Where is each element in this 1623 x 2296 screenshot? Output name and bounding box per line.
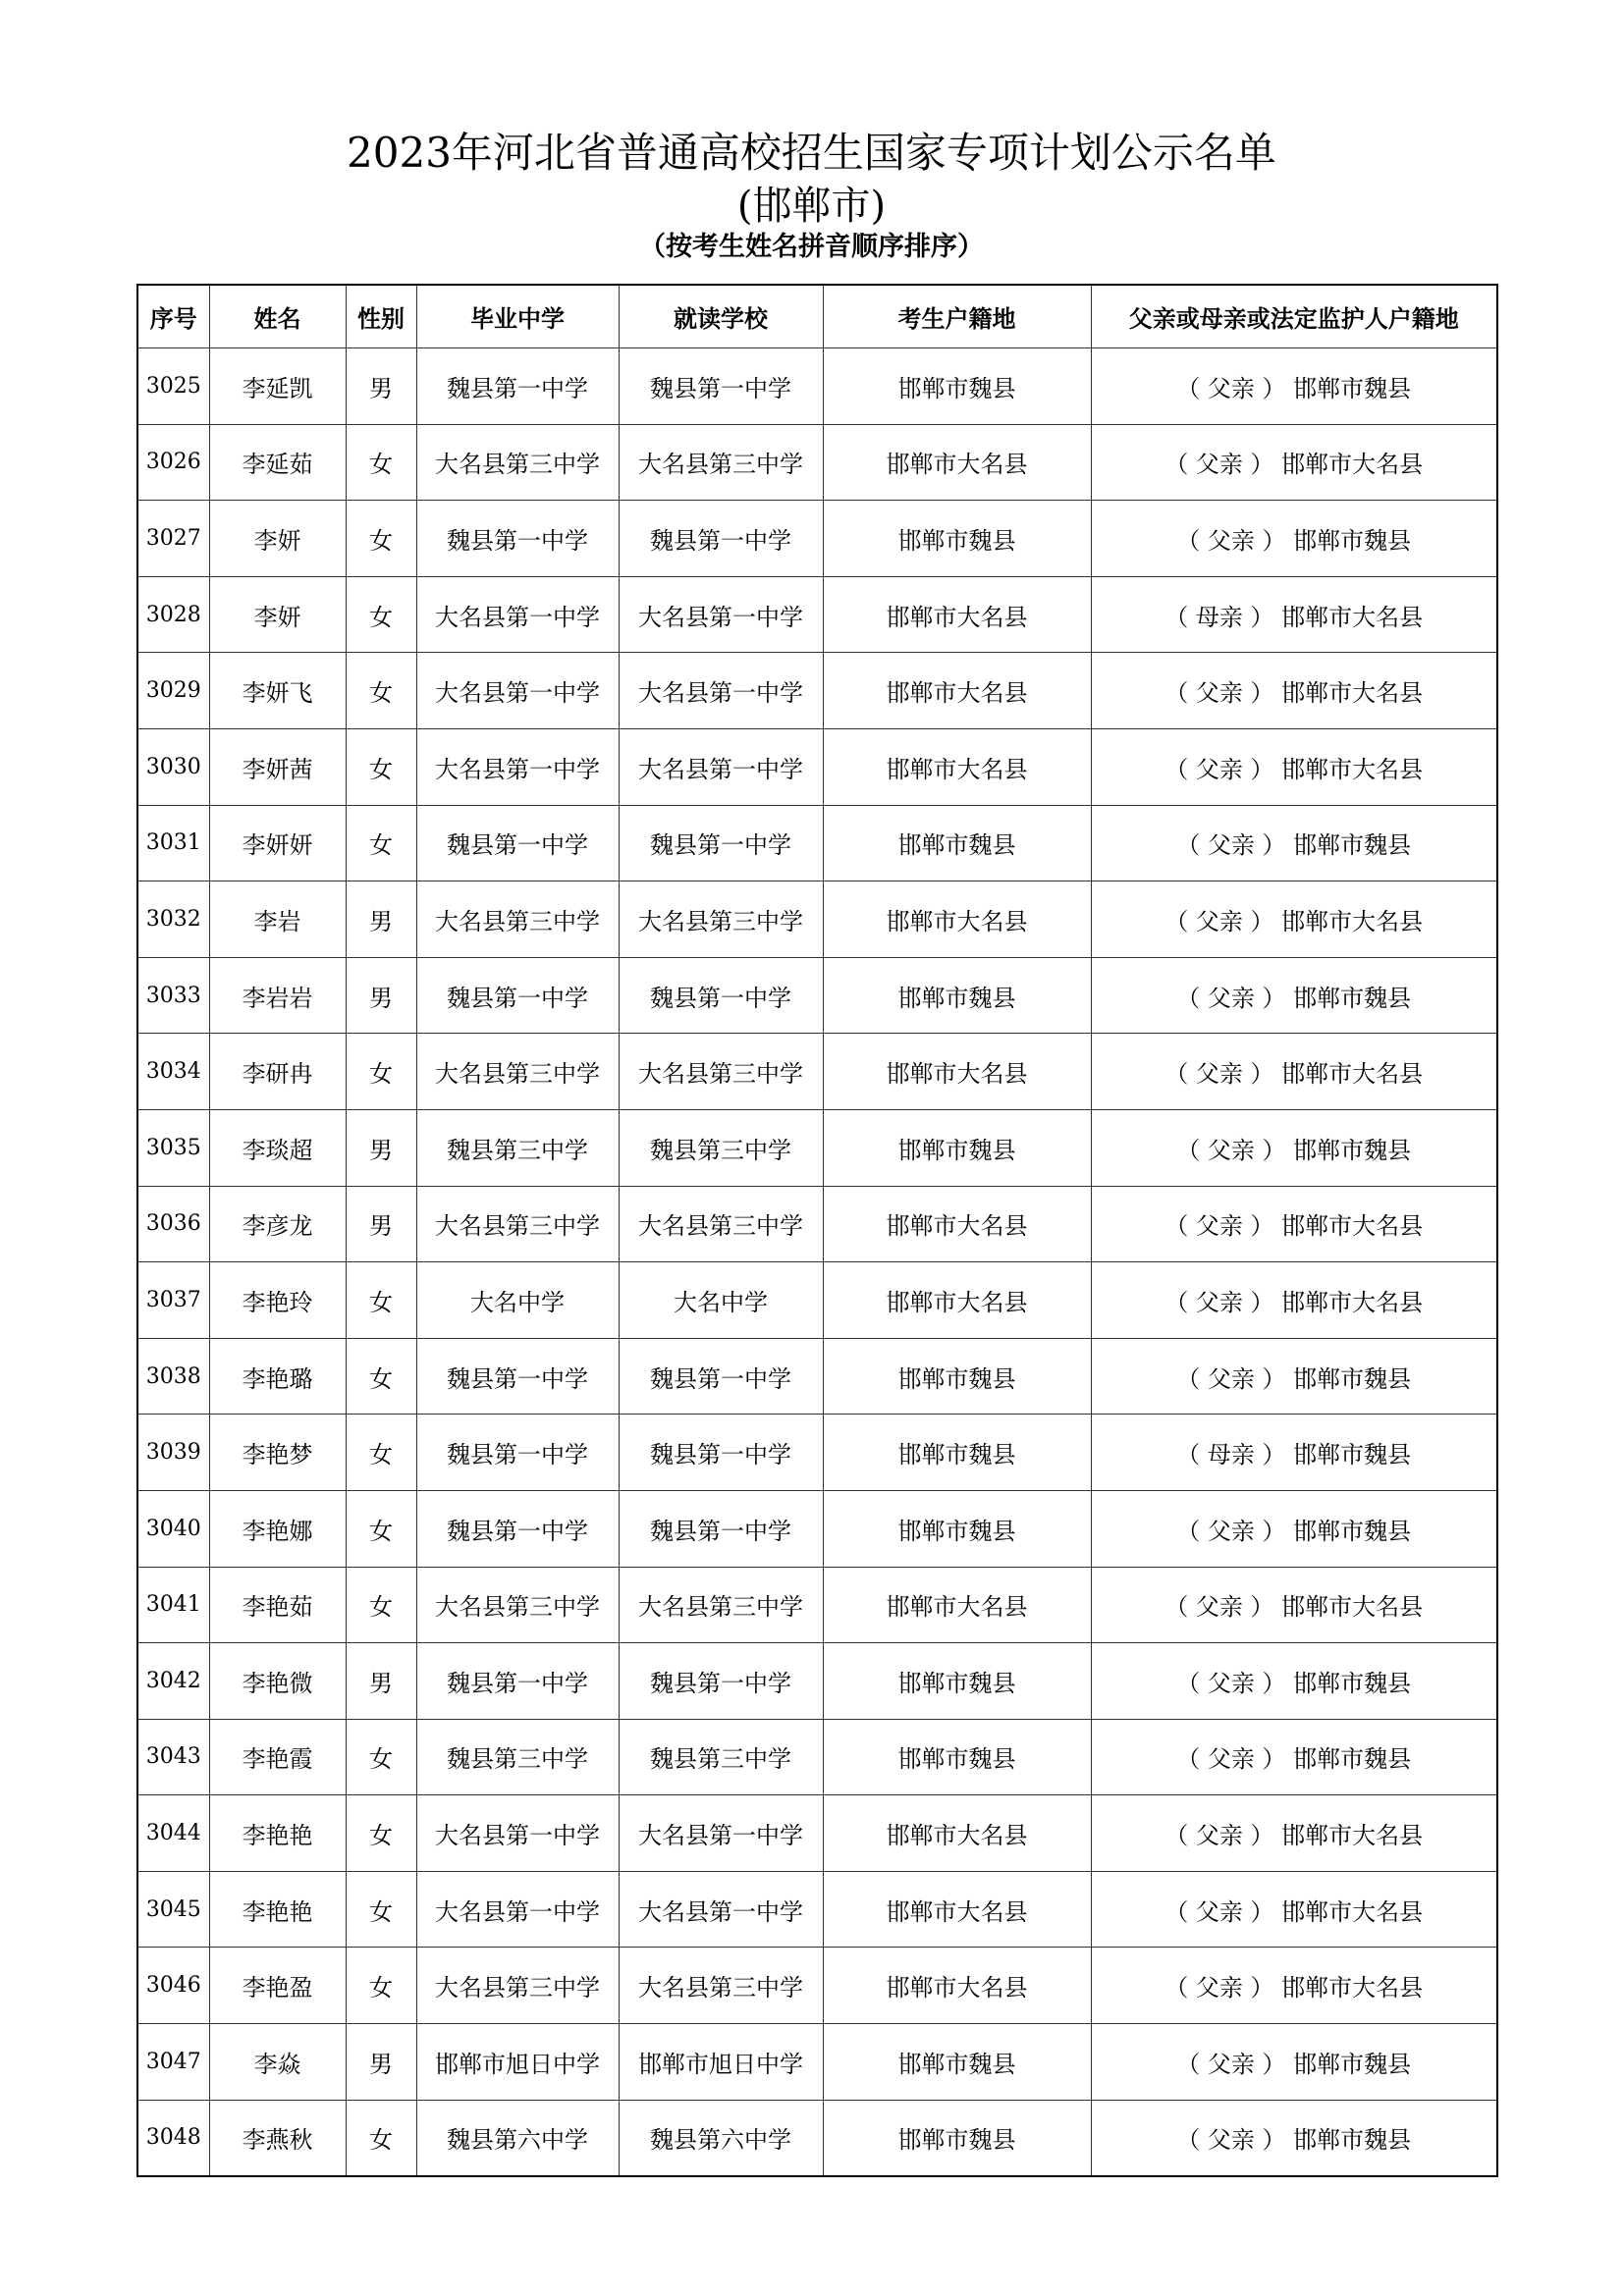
cell-school: 魏县第一中学	[619, 1338, 823, 1415]
cell-gender: 男	[346, 957, 416, 1034]
table-row	[137, 1109, 1497, 1186]
cell-guardian: （ 父亲 ） 邯郸市魏县	[1091, 2024, 1497, 2101]
cell-grad-school: 魏县第三中学	[416, 1109, 619, 1186]
cell-school: 魏县第一中学	[619, 1415, 823, 1491]
table-body	[137, 348, 1497, 2177]
table-row	[137, 1948, 1497, 2024]
cell-residence: 邯郸市大名县	[823, 1186, 1091, 1262]
cell-residence: 邯郸市大名县	[823, 576, 1091, 653]
cell-grad-school: 大名中学	[416, 1262, 619, 1339]
cell-grad-school: 大名县第三中学	[416, 881, 619, 958]
cell-no: 3034	[137, 1034, 209, 1110]
cell-name: 李艳茹	[209, 1567, 346, 1643]
cell-name: 李岩岩	[209, 957, 346, 1034]
cell-no: 3048	[137, 2100, 209, 2176]
cell-residence: 邯郸市大名县	[823, 1948, 1091, 2024]
cell-residence: 邯郸市大名县	[823, 881, 1091, 958]
cell-gender: 男	[346, 2024, 416, 2101]
cell-guardian: （ 父亲 ） 邯郸市魏县	[1091, 805, 1497, 881]
cell-no: 3033	[137, 957, 209, 1034]
cell-gender: 女	[346, 1338, 416, 1415]
cell-guardian: （ 父亲 ） 邯郸市魏县	[1091, 957, 1497, 1034]
cell-name: 李岩	[209, 881, 346, 958]
cell-no: 3030	[137, 728, 209, 805]
cell-guardian: （ 父亲 ） 邯郸市大名县	[1091, 653, 1497, 729]
cell-no: 3047	[137, 2024, 209, 2101]
cell-no: 3039	[137, 1415, 209, 1491]
cell-school: 魏县第三中学	[619, 1719, 823, 1795]
cell-name: 李妍	[209, 501, 346, 577]
cell-name: 李艳霞	[209, 1719, 346, 1795]
cell-name: 李妍	[209, 576, 346, 653]
cell-grad-school: 大名县第一中学	[416, 1795, 619, 1872]
cell-no: 3027	[137, 501, 209, 577]
cell-name: 李燕秋	[209, 2100, 346, 2176]
cell-name: 李延茹	[209, 424, 346, 501]
cell-no: 3038	[137, 1338, 209, 1415]
cell-guardian: （ 母亲 ） 邯郸市魏县	[1091, 1415, 1497, 1491]
table-row	[137, 2100, 1497, 2176]
cell-gender: 女	[346, 2100, 416, 2176]
cell-gender: 女	[346, 424, 416, 501]
table-row	[137, 424, 1497, 501]
cell-school: 魏县第一中学	[619, 1490, 823, 1567]
cell-no: 3032	[137, 881, 209, 958]
cell-no: 3041	[137, 1567, 209, 1643]
cell-gender: 女	[346, 501, 416, 577]
cell-no: 3045	[137, 1871, 209, 1948]
cell-no: 3035	[137, 1109, 209, 1186]
cell-residence: 邯郸市大名县	[823, 1262, 1091, 1339]
cell-residence: 邯郸市魏县	[823, 1109, 1091, 1186]
cell-grad-school: 魏县第一中学	[416, 1643, 619, 1720]
cell-gender: 女	[346, 1719, 416, 1795]
cell-no: 3044	[137, 1795, 209, 1872]
table-row	[137, 1643, 1497, 1720]
cell-grad-school: 邯郸市旭日中学	[416, 2024, 619, 2101]
cell-residence: 邯郸市魏县	[823, 2100, 1091, 2176]
column-header-gender: 性别	[346, 285, 416, 348]
cell-school: 魏县第一中学	[619, 348, 823, 425]
cell-grad-school: 大名县第一中学	[416, 653, 619, 729]
cell-school: 魏县第一中学	[619, 957, 823, 1034]
table-row	[137, 1490, 1497, 1567]
cell-guardian: （ 父亲 ） 邯郸市魏县	[1091, 2100, 1497, 2176]
cell-residence: 邯郸市大名县	[823, 1567, 1091, 1643]
cell-no: 3036	[137, 1186, 209, 1262]
cell-grad-school: 大名县第三中学	[416, 1948, 619, 2024]
cell-grad-school: 大名县第一中学	[416, 1871, 619, 1948]
cell-no: 3029	[137, 653, 209, 729]
cell-grad-school: 魏县第一中学	[416, 501, 619, 577]
cell-guardian: （ 父亲 ） 邯郸市魏县	[1091, 1643, 1497, 1720]
cell-school: 魏县第一中学	[619, 501, 823, 577]
cell-gender: 女	[346, 728, 416, 805]
cell-no: 3037	[137, 1262, 209, 1339]
table-row	[137, 881, 1497, 958]
cell-grad-school: 大名县第一中学	[416, 576, 619, 653]
cell-grad-school: 大名县第三中学	[416, 1034, 619, 1110]
table-row	[137, 1338, 1497, 1415]
cell-school: 魏县第六中学	[619, 2100, 823, 2176]
cell-gender: 女	[346, 1490, 416, 1567]
cell-gender: 男	[346, 1109, 416, 1186]
cell-gender: 女	[346, 653, 416, 729]
cell-school: 大名县第一中学	[619, 1795, 823, 1872]
cell-name: 李琰超	[209, 1109, 346, 1186]
cell-school: 大名县第一中学	[619, 576, 823, 653]
cell-gender: 女	[346, 1948, 416, 2024]
cell-gender: 女	[346, 1871, 416, 1948]
cell-residence: 邯郸市大名县	[823, 1795, 1091, 1872]
cell-school: 大名中学	[619, 1262, 823, 1339]
cell-residence: 邯郸市魏县	[823, 1643, 1091, 1720]
cell-gender: 女	[346, 1567, 416, 1643]
cell-no: 3025	[137, 348, 209, 425]
table-row	[137, 1262, 1497, 1339]
cell-gender: 男	[346, 1643, 416, 1720]
cell-grad-school: 大名县第三中学	[416, 1567, 619, 1643]
cell-gender: 女	[346, 1034, 416, 1110]
cell-residence: 邯郸市大名县	[823, 1871, 1091, 1948]
cell-grad-school: 魏县第三中学	[416, 1719, 619, 1795]
cell-name: 李艳微	[209, 1643, 346, 1720]
cell-gender: 女	[346, 1795, 416, 1872]
cell-name: 李艳璐	[209, 1338, 346, 1415]
cell-guardian: （ 父亲 ） 邯郸市魏县	[1091, 1490, 1497, 1567]
cell-guardian: （ 父亲 ） 邯郸市大名县	[1091, 1795, 1497, 1872]
cell-gender: 女	[346, 805, 416, 881]
cell-residence: 邯郸市魏县	[823, 1338, 1091, 1415]
cell-no: 3026	[137, 424, 209, 501]
cell-school: 大名县第三中学	[619, 1567, 823, 1643]
cell-gender: 女	[346, 1262, 416, 1339]
cell-gender: 男	[346, 881, 416, 958]
cell-name: 李研冉	[209, 1034, 346, 1110]
table-row	[137, 1871, 1497, 1948]
cell-school: 大名县第一中学	[619, 728, 823, 805]
cell-guardian: （ 父亲 ） 邯郸市大名县	[1091, 1567, 1497, 1643]
column-header-school: 就读学校	[619, 285, 823, 348]
cell-guardian: （ 父亲 ） 邯郸市大名县	[1091, 1186, 1497, 1262]
cell-grad-school: 魏县第一中学	[416, 1415, 619, 1491]
table-row	[137, 2024, 1497, 2101]
cell-residence: 邯郸市大名县	[823, 728, 1091, 805]
cell-name: 李妍妍	[209, 805, 346, 881]
column-header-no: 序号	[137, 285, 209, 348]
cell-name: 李艳玲	[209, 1262, 346, 1339]
cell-residence: 邯郸市魏县	[823, 805, 1091, 881]
cell-gender: 男	[346, 348, 416, 425]
cell-residence: 邯郸市魏县	[823, 957, 1091, 1034]
table-row	[137, 1567, 1497, 1643]
cell-residence: 邯郸市魏县	[823, 1415, 1091, 1491]
table-row	[137, 1186, 1497, 1262]
cell-school: 魏县第一中学	[619, 1643, 823, 1720]
sort-note: （按考生姓名拼音顺序排序）	[639, 232, 984, 262]
cell-name: 李艳艳	[209, 1871, 346, 1948]
table-row	[137, 1795, 1497, 1872]
table-row	[137, 957, 1497, 1034]
cell-no: 3031	[137, 805, 209, 881]
cell-no: 3040	[137, 1490, 209, 1567]
column-header-grad-school: 毕业中学	[416, 285, 619, 348]
cell-guardian: （ 父亲 ） 邯郸市大名县	[1091, 1034, 1497, 1110]
cell-no: 3028	[137, 576, 209, 653]
cell-guardian: （ 父亲 ） 邯郸市魏县	[1091, 1338, 1497, 1415]
cell-name: 李艳艳	[209, 1795, 346, 1872]
cell-guardian: （ 父亲 ） 邯郸市魏县	[1091, 348, 1497, 425]
cell-no: 3046	[137, 1948, 209, 2024]
cell-school: 邯郸市旭日中学	[619, 2024, 823, 2101]
cell-no: 3043	[137, 1719, 209, 1795]
cell-school: 大名县第三中学	[619, 1186, 823, 1262]
cell-residence: 邯郸市魏县	[823, 1719, 1091, 1795]
cell-school: 大名县第一中学	[619, 653, 823, 729]
table-row	[137, 501, 1497, 577]
cell-residence: 邯郸市魏县	[823, 2024, 1091, 2101]
cell-gender: 男	[346, 1186, 416, 1262]
cell-residence: 邯郸市魏县	[823, 1490, 1091, 1567]
cell-residence: 邯郸市大名县	[823, 653, 1091, 729]
cell-guardian: （ 父亲 ） 邯郸市大名县	[1091, 728, 1497, 805]
cell-name: 李妍茜	[209, 728, 346, 805]
table-row	[137, 653, 1497, 729]
table-row	[137, 1415, 1497, 1491]
cell-name: 李焱	[209, 2024, 346, 2101]
table-row	[137, 1034, 1497, 1110]
cell-residence: 邯郸市大名县	[823, 424, 1091, 501]
cell-residence: 邯郸市大名县	[823, 1034, 1091, 1110]
table-row	[137, 1719, 1497, 1795]
page-subtitle: (邯郸市)	[736, 184, 887, 229]
cell-school: 大名县第三中学	[619, 1948, 823, 2024]
cell-gender: 女	[346, 576, 416, 653]
table-row	[137, 805, 1497, 881]
cell-guardian: （ 父亲 ） 邯郸市魏县	[1091, 1719, 1497, 1795]
column-header-guardian: 父亲或母亲或法定监护人户籍地	[1091, 285, 1497, 348]
cell-school: 魏县第三中学	[619, 1109, 823, 1186]
cell-school: 大名县第三中学	[619, 1034, 823, 1110]
cell-name: 李彦龙	[209, 1186, 346, 1262]
cell-school: 大名县第三中学	[619, 424, 823, 501]
cell-grad-school: 大名县第一中学	[416, 728, 619, 805]
page-title: 2023年河北省普通高校招生国家专项计划公示名单	[347, 129, 1276, 177]
cell-guardian: （ 父亲 ） 邯郸市大名县	[1091, 881, 1497, 958]
cell-guardian: （ 父亲 ） 邯郸市大名县	[1091, 424, 1497, 501]
cell-name: 李艳盈	[209, 1948, 346, 2024]
cell-grad-school: 魏县第一中学	[416, 1490, 619, 1567]
cell-grad-school: 大名县第三中学	[416, 1186, 619, 1262]
table-header-row	[137, 285, 1497, 348]
table-row	[137, 576, 1497, 653]
cell-grad-school: 魏县第一中学	[416, 805, 619, 881]
cell-guardian: （ 父亲 ） 邯郸市魏县	[1091, 501, 1497, 577]
cell-grad-school: 魏县第一中学	[416, 1338, 619, 1415]
table-row	[137, 728, 1497, 805]
cell-name: 李艳梦	[209, 1415, 346, 1491]
cell-grad-school: 魏县第六中学	[416, 2100, 619, 2176]
cell-grad-school: 大名县第三中学	[416, 424, 619, 501]
cell-name: 李延凯	[209, 348, 346, 425]
roster-table	[136, 284, 1498, 2177]
cell-guardian: （ 母亲 ） 邯郸市大名县	[1091, 576, 1497, 653]
cell-guardian: （ 父亲 ） 邯郸市魏县	[1091, 1109, 1497, 1186]
column-header-name: 姓名	[209, 285, 346, 348]
table-row	[137, 348, 1497, 425]
cell-guardian: （ 父亲 ） 邯郸市大名县	[1091, 1948, 1497, 2024]
cell-school: 魏县第一中学	[619, 805, 823, 881]
cell-school: 大名县第一中学	[619, 1871, 823, 1948]
cell-school: 大名县第三中学	[619, 881, 823, 958]
cell-grad-school: 魏县第一中学	[416, 957, 619, 1034]
cell-no: 3042	[137, 1643, 209, 1720]
cell-guardian: （ 父亲 ） 邯郸市大名县	[1091, 1262, 1497, 1339]
cell-residence: 邯郸市魏县	[823, 501, 1091, 577]
cell-grad-school: 魏县第一中学	[416, 348, 619, 425]
column-header-residence: 考生户籍地	[823, 285, 1091, 348]
cell-guardian: （ 父亲 ） 邯郸市大名县	[1091, 1871, 1497, 1948]
cell-gender: 女	[346, 1415, 416, 1491]
cell-residence: 邯郸市魏县	[823, 348, 1091, 425]
cell-name: 李艳娜	[209, 1490, 346, 1567]
cell-name: 李妍飞	[209, 653, 346, 729]
